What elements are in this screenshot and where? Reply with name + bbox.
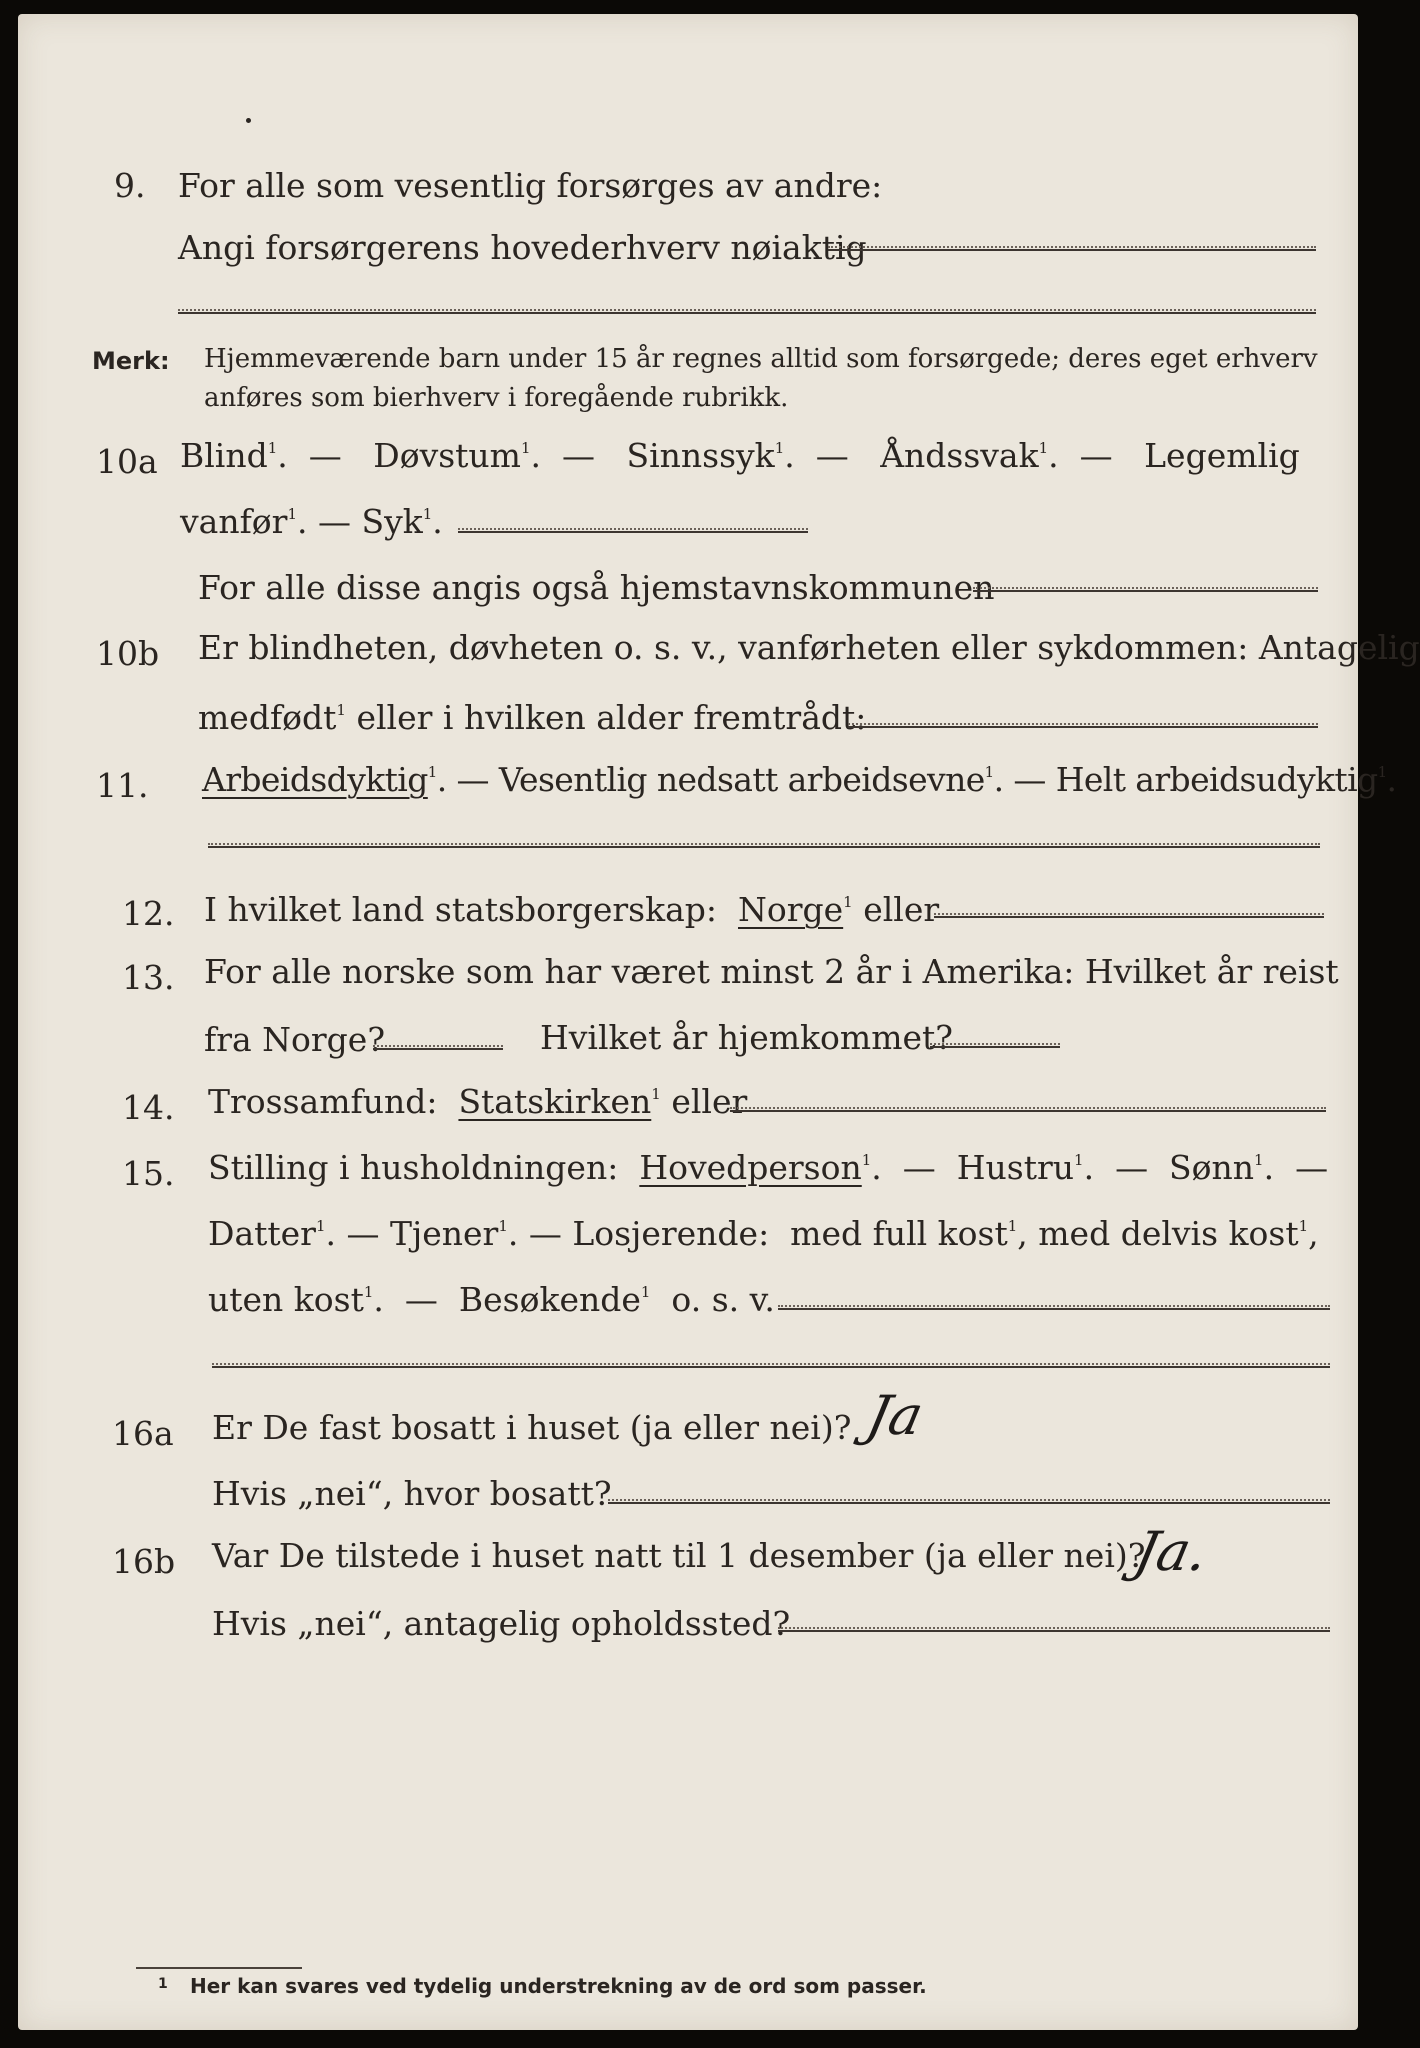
q16a-handwritten-answer: Ja [861, 1384, 929, 1447]
q15-datter: Datter [208, 1214, 316, 1253]
q14-line: Trossamfund: Statskirken$^1$ eller [208, 1082, 748, 1121]
q11-arbeidsdyktig: Arbeidsdyktig [202, 760, 428, 799]
q12-norge: Norge [738, 890, 844, 929]
q13-fra: fra Norge? [204, 1020, 386, 1059]
q9-number: 9. [114, 166, 146, 205]
ink-dot [246, 118, 251, 123]
q12-number: 12. [122, 894, 175, 933]
q15-line1: Stilling i husholdningen: Hovedperson$^1$. — Hustru$^1$. — Sønn$^1$. — [208, 1148, 1329, 1187]
merk-line1: Hjemmeværende barn under 15 år regnes alltid som forsørgede; deres eget erhverv [204, 344, 1318, 374]
q10b-line2-rest: eller i hvilken alder fremtrådt: [356, 698, 867, 737]
q14-eller: eller [671, 1082, 748, 1121]
q15-number: 15. [122, 1154, 175, 1193]
q10a-andssvak: Åndssvak [880, 436, 1039, 475]
q16b-line1: Var De tilstede i huset natt til 1 desember (ja eller nei)? [212, 1536, 1146, 1575]
q10a-syk-line [458, 531, 808, 533]
q15-utenkost: uten kost [208, 1280, 364, 1319]
q10a-vanfor: vanfør [180, 502, 288, 541]
q16a-line1: Er De fast bosatt i huset (ja eller nei)? [212, 1408, 852, 1447]
q10a-number: 10a [96, 442, 158, 481]
q10a-hjemstavn-line [973, 590, 1318, 592]
footnote-text: Her kan svares ved tydelig understrekning av de ord som passer. [190, 1974, 927, 1998]
q10a-line3: For alle disse angis også hjemstavnskommunen [198, 568, 995, 607]
q10a-legemlig: Legemlig [1144, 436, 1300, 475]
q9-answer-line-2 [178, 312, 1316, 314]
q15-line3: uten kost$^1$. — Besøkende$^1$ o. s. v. [208, 1280, 775, 1319]
census-form-page [18, 14, 1420, 2030]
q11-answer-line [208, 846, 1320, 848]
q13-fra-line [373, 1048, 503, 1050]
q16b-handwritten-answer: Ja. [1129, 1520, 1214, 1583]
q15-fullkost: med full kost [790, 1214, 1008, 1253]
q15-answer-line-2 [212, 1366, 1330, 1368]
q10a-line2: vanfør$^1$. — Syk$^1$. [180, 502, 443, 541]
q12-line: I hvilket land statsborgerskap: Norge$^1$ eller [204, 890, 940, 929]
q13-hjem-line [930, 1046, 1060, 1048]
q14-statskirken: Statskirken [458, 1082, 652, 1121]
q11-line: Arbeidsdyktig$^1$. — Vesentlig nedsatt arbeidsevne$^1$. — Helt arbeidsudyktig$^1$. [202, 760, 1397, 799]
q16b-line2: Hvis „nei“, antagelig opholdssted? [212, 1604, 791, 1643]
q14-number: 14. [122, 1088, 175, 1127]
q16b-number: 16b [112, 1542, 176, 1581]
q12-eller: eller [863, 890, 940, 929]
q16a-line2: Hvis „nei“, hvor bosatt? [212, 1474, 612, 1513]
q10a-syk: Syk [361, 502, 423, 541]
q12-text: I hvilket land statsborgerskap: [204, 890, 718, 929]
q13-hjem: Hvilket år hjemkommet? [540, 1018, 953, 1057]
q15-stilling: Stilling i husholdningen: [208, 1148, 619, 1187]
q16b-answer-line [778, 1630, 1330, 1632]
q10a-line1: Blind$^1$. — Døvstum$^1$. — Sinnssyk$^1$. — Åndssvak$^1$. — Legemlig [180, 436, 1300, 475]
q16a-answer-line [608, 1502, 1330, 1504]
q9-line1: For alle som vesentlig forsørges av andre: [178, 166, 883, 205]
q10b-medfodt: medfødt [198, 698, 337, 737]
q9-line2: Angi forsørgerens hovederhverv nøiaktig [178, 228, 867, 267]
q10a-dovstum: Døvstum [373, 436, 521, 475]
q10b-line1: Er blindheten, døvheten o. s. v., vanførheten eller sykdommen: Antagelig [198, 628, 1420, 667]
q15-osv: o. s. v. [671, 1280, 775, 1319]
q10a-blind: Blind [180, 436, 268, 475]
q12-answer-line [934, 916, 1324, 918]
q15-tjener: Tjener [390, 1214, 499, 1253]
q15-delviskost: med delvis kost [1038, 1214, 1299, 1253]
q9-answer-line [828, 249, 1316, 251]
q13-number: 13. [122, 958, 175, 997]
q15-answer-line [778, 1308, 1330, 1310]
q16a-number: 16a [112, 1414, 174, 1453]
q11-nedsatt: Vesentlig nedsatt arbeidsevne [498, 760, 985, 799]
q15-besokende: Besøkende [458, 1280, 641, 1319]
q10b-number: 10b [96, 634, 160, 673]
footnote-marker: 1 [158, 1976, 168, 1992]
q15-losjerende: Losjerende: [572, 1214, 770, 1253]
q14-text: Trossamfund: [208, 1082, 438, 1121]
q10b-answer-line [848, 726, 1318, 728]
q11-number: 11. [96, 766, 149, 805]
q13-line1: For alle norske som har været minst 2 år i Amerika: Hvilket år reist [204, 952, 1339, 991]
footnote-rule [136, 1967, 302, 1969]
q15-sonn: Sønn [1169, 1148, 1255, 1187]
q15-hovedperson: Hovedperson [639, 1148, 862, 1187]
q11-helt: Helt arbeidsudyktig [1055, 760, 1378, 799]
q14-answer-line [730, 1110, 1326, 1112]
q10b-line2: medfødt$^1$ eller i hvilken alder fremtrådt: [198, 698, 867, 737]
merk-line2: anføres som bierhverv i foregående rubrikk. [204, 383, 789, 413]
q15-hustru: Hustru [956, 1148, 1075, 1187]
q15-line2: Datter$^1$. — Tjener$^1$. — Losjerende: med full kost$^1$, med delvis kost$^1$, [208, 1214, 1319, 1253]
merk-label: Merk: [92, 347, 170, 375]
q10a-sinnssyk: Sinnssyk [626, 436, 775, 475]
